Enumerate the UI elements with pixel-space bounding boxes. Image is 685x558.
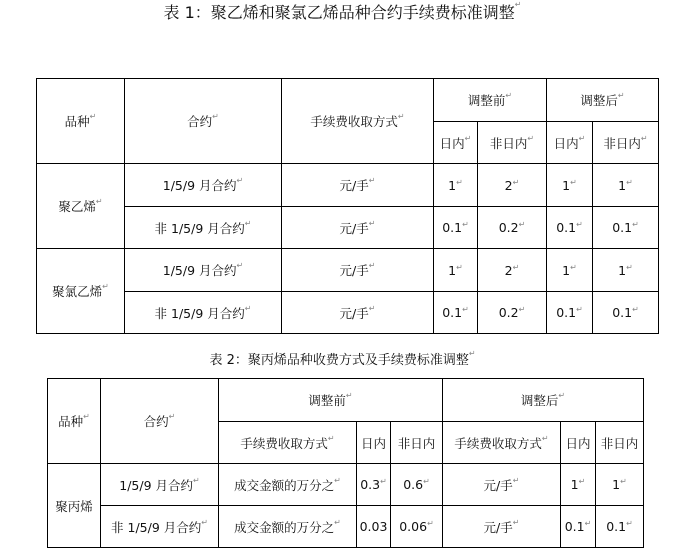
variety-cell: 聚乙烯 ↵ (37, 164, 125, 249)
value-cell: 0.1 ↵ (547, 292, 593, 334)
table-row (37, 164, 659, 207)
value-cell: 0.1 ↵ (593, 207, 659, 249)
value-cell: 0.2 ↵ (478, 292, 547, 334)
header-after-non-intraday: 非日内 (596, 422, 644, 464)
value-cell: 0.1 ↵ (547, 207, 593, 249)
value-cell: 1 ↵ (593, 164, 659, 207)
header-before-intraday: 日内 (357, 422, 391, 464)
value-cell: 1 ↵ (561, 464, 596, 506)
method-cell: 元/手 ↵ (282, 164, 434, 207)
header-before: 调整前 ↵ (219, 379, 443, 422)
value-cell: 1 ↵ (434, 164, 478, 207)
table-row (48, 464, 644, 506)
header-after-intraday: 日内 ↵ (547, 122, 593, 164)
header-before-intraday: 日内 ↵ (434, 122, 478, 164)
table1-title: 表 1：聚乙烯和聚氯乙烯品种合约手续费标准调整 ↵ (0, 0, 685, 23)
value-cell: 0.1 ↵ (434, 292, 478, 334)
table2-title: 表 2：聚丙烯品种收费方式及手续费标准调整 ↵ (0, 349, 685, 368)
method-cell: 元/手 ↵ (282, 249, 434, 292)
value-cell: 0.06 ↵ (391, 506, 443, 548)
table-row (48, 506, 644, 548)
table-row (37, 207, 659, 249)
contract-cell: 1/5/9 月合约 ↵ (125, 164, 282, 207)
value-cell: 1 ↵ (434, 249, 478, 292)
value-cell: 0.03 (357, 506, 391, 548)
contract-cell: 非 1/5/9 月合约 ↵ (125, 292, 282, 334)
fee-table-1 (36, 78, 659, 334)
value-cell: 0.1 ↵ (434, 207, 478, 249)
header-before-non-intraday: 非日内 ↵ (478, 122, 547, 164)
header-before: 调整前 ↵ (434, 79, 547, 122)
value-cell: 2 ↵ (478, 164, 547, 207)
header-contract: 合约 ↵ (101, 379, 219, 464)
header-before-non-intraday: 非日内 (391, 422, 443, 464)
value-cell: 1 ↵ (547, 164, 593, 207)
value-cell: 0.1 ↵ (593, 292, 659, 334)
value-cell: 0.1 ↵ (561, 506, 596, 548)
value-cell: 1 ↵ (547, 249, 593, 292)
value-cell: 0.3 ↵ (357, 464, 391, 506)
header-after-fee-method: 手续费收取方式 ↵ (443, 422, 561, 464)
method-cell: 成交金额的万分之 ↵ (219, 506, 357, 548)
method-cell: 成交金额的万分之 ↵ (219, 464, 357, 506)
fee-table-2 (47, 378, 644, 548)
header-before-fee-method: 手续费收取方式 ↵ (219, 422, 357, 464)
header-fee-method: 手续费收取方式 ↵ (282, 79, 434, 164)
contract-cell: 非 1/5/9 月合约 ↵ (101, 506, 219, 548)
value-cell: 0.1 ↵ (596, 506, 644, 548)
table-row (37, 249, 659, 292)
header-contract: 合约 ↵ (125, 79, 282, 164)
header-variety: 品种 ↵ (37, 79, 125, 164)
method-cell: 元/手 ↵ (282, 207, 434, 249)
method-cell: 元/手 ↵ (443, 506, 561, 548)
header-after: 调整后 ↵ (547, 79, 659, 122)
value-cell: 0.2 ↵ (478, 207, 547, 249)
contract-cell: 1/5/9 月合约 ↵ (125, 249, 282, 292)
contract-cell: 非 1/5/9 月合约 ↵ (125, 207, 282, 249)
value-cell: 1 ↵ (593, 249, 659, 292)
variety-cell: 聚丙烯 (48, 464, 101, 548)
contract-cell: 1/5/9 月合约 ↵ (101, 464, 219, 506)
value-cell: 0.6 ↵ (391, 464, 443, 506)
header-after: 调整后 ↵ (443, 379, 644, 422)
header-after-intraday: 日内 (561, 422, 596, 464)
method-cell: 元/手 ↵ (282, 292, 434, 334)
value-cell: 2 ↵ (478, 249, 547, 292)
header-after-non-intraday: 非日内 ↵ (593, 122, 659, 164)
header-variety: 品种 ↵ (48, 379, 101, 464)
variety-cell: 聚氯乙烯 ↵ (37, 249, 125, 334)
table-row (37, 292, 659, 334)
value-cell: 1 ↵ (596, 464, 644, 506)
method-cell: 元/手 ↵ (443, 464, 561, 506)
